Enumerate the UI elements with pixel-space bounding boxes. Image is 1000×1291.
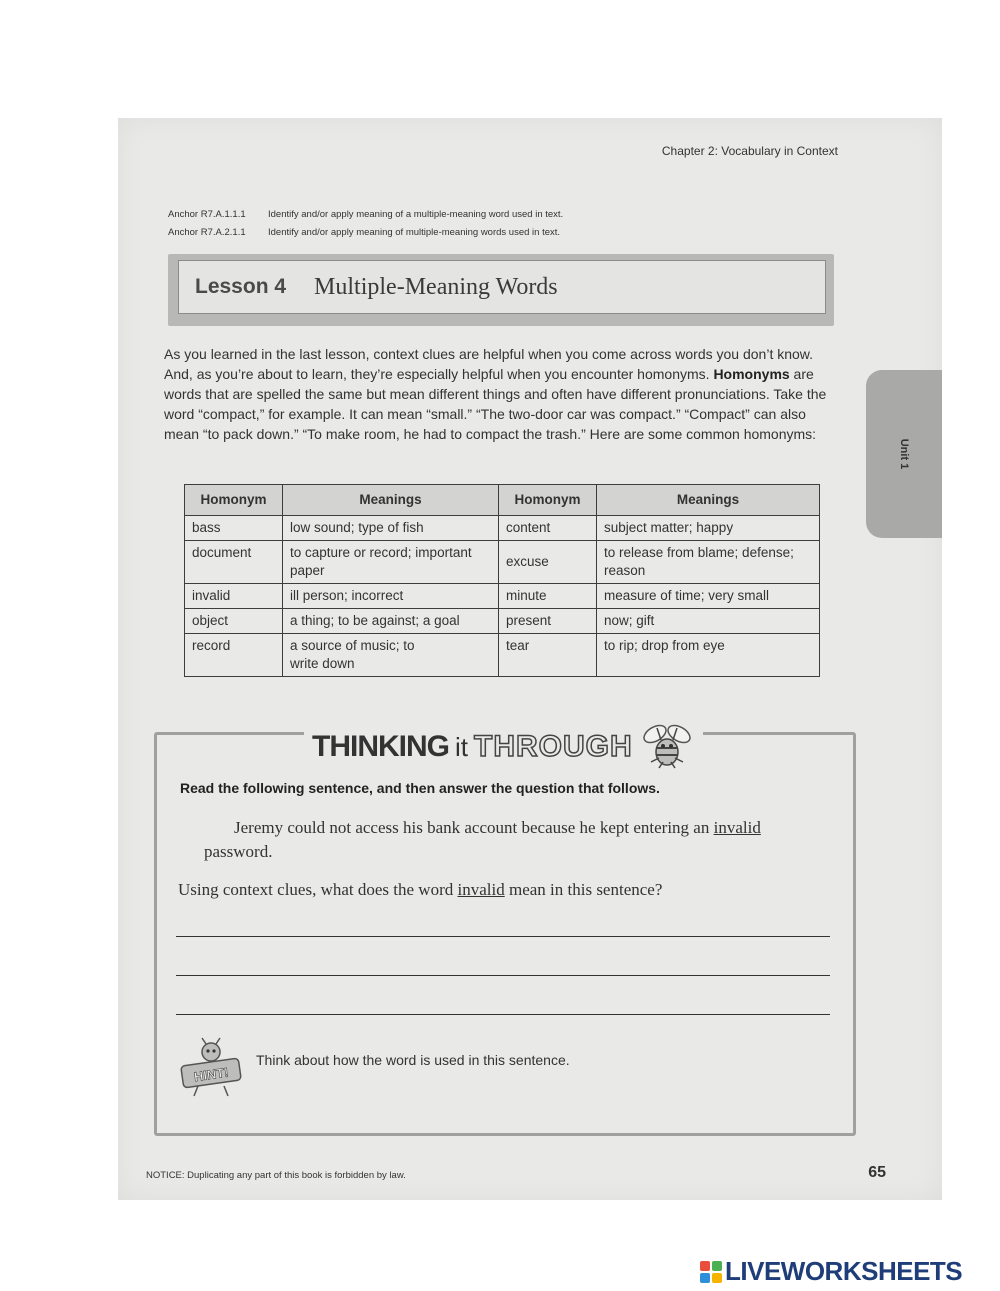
table-cell: present xyxy=(499,609,597,634)
logo-square xyxy=(712,1261,722,1271)
page-number: 65 xyxy=(868,1164,886,1181)
prompt-text-1: Using context clues, what does the word xyxy=(178,880,458,899)
table-cell: object xyxy=(185,609,283,634)
passage-text-2: password. xyxy=(204,842,273,861)
table-cell: to release from blame; defense; reason xyxy=(597,541,820,584)
passage xyxy=(204,816,804,864)
textbook-page xyxy=(118,118,942,1200)
table-cell: bass xyxy=(185,516,283,541)
intro-text-1: As you learned in the last lesson, context clues are helpful when you come across words you don’t know. And, as you’re about to learn, they’re especially helpful when you encounter homonyms. xyxy=(164,346,814,382)
table-cell: low sound; type of fish xyxy=(283,516,499,541)
table-cell: content xyxy=(499,516,597,541)
passage-text-1: Jeremy could not access his bank account because he kept entering an xyxy=(234,818,714,837)
prompt-underlined-word: invalid xyxy=(457,880,505,899)
title-it: it xyxy=(455,731,468,762)
unit-tab xyxy=(866,370,942,538)
logo-square xyxy=(712,1273,722,1283)
anchor-text: Identify and/or apply meaning of a multiple-meaning word used in text. xyxy=(268,209,564,220)
table-cell: invalid xyxy=(185,584,283,609)
anchor-code: Anchor R7.A.1.1.1 xyxy=(168,209,246,220)
lesson-banner xyxy=(168,254,834,326)
thinking-through-title xyxy=(304,722,703,772)
anchor-row xyxy=(168,224,563,242)
hint-text: Think about how the word is used in this sentence. xyxy=(256,1052,570,1068)
question-prompt xyxy=(178,880,662,900)
table-row xyxy=(185,609,820,634)
liveworksheets-logo-icon xyxy=(700,1261,722,1283)
table-cell: subject matter; happy xyxy=(597,516,820,541)
column-header: Homonym xyxy=(185,485,283,516)
homonym-table xyxy=(184,484,820,677)
lesson-number: Lesson 4 xyxy=(195,275,287,298)
table-cell: record xyxy=(185,634,283,677)
bee-icon xyxy=(639,722,695,772)
table-cell: a source of music; to write down xyxy=(283,634,499,677)
table-row xyxy=(185,516,820,541)
instruction-text: Read the following sentence, and then answer the question that follows. xyxy=(180,780,660,796)
title-through: THROUGH xyxy=(474,730,633,763)
table-cell: to capture or record; important paper xyxy=(283,541,499,584)
table-cell: a thing; to be against; a goal xyxy=(283,609,499,634)
lesson-banner-inner xyxy=(178,260,826,314)
answer-line[interactable] xyxy=(176,936,830,937)
table-row xyxy=(185,541,820,584)
table-cell: ill person; incorrect xyxy=(283,584,499,609)
table-cell: to rip; drop from eye xyxy=(597,634,820,677)
column-header: Meanings xyxy=(283,485,499,516)
table-row xyxy=(185,634,820,677)
table-cell: minute xyxy=(499,584,597,609)
table-cell: now; gift xyxy=(597,609,820,634)
table-cell: tear xyxy=(499,634,597,677)
passage-underlined-word: invalid xyxy=(713,818,761,837)
anchor-code: Anchor R7.A.2.1.1 xyxy=(168,227,246,238)
anchor-text: Identify and/or apply meaning of multiple-meaning words used in text. xyxy=(268,227,561,238)
watermark-text: LIVEWORKSHEETS xyxy=(725,1256,963,1286)
title-thinking: THINKING xyxy=(312,730,449,763)
anchor-standards xyxy=(168,206,563,242)
hint-label: HINT! xyxy=(192,1064,230,1085)
liveworksheets-watermark xyxy=(700,1256,962,1287)
anchor-row xyxy=(168,206,563,224)
intro-paragraph xyxy=(164,344,840,444)
column-header: Homonym xyxy=(499,485,597,516)
chapter-header: Chapter 2: Vocabulary in Context xyxy=(661,144,838,158)
hint-icon xyxy=(176,1036,246,1100)
copyright-notice: NOTICE: Duplicating any part of this book is forbidden by law. xyxy=(146,1170,406,1181)
intro-text-2: are words that are spelled the same but mean different things and often have different pronunciations. Take the word “compact,” for example. It can mean “small.” “The two-door car was compact.” “Compact” can also mean “to pack down.” “To make room, he had to compact the trash.” Here are some common homonyms: xyxy=(164,366,827,442)
logo-square xyxy=(700,1273,710,1283)
table-header-row xyxy=(185,485,820,516)
column-header: Meanings xyxy=(597,485,820,516)
table-cell: measure of time; very small xyxy=(597,584,820,609)
answer-line[interactable] xyxy=(176,1014,830,1015)
table-cell: excuse xyxy=(499,541,597,584)
answer-line[interactable] xyxy=(176,975,830,976)
table-row xyxy=(185,584,820,609)
intro-term: Homonyms xyxy=(713,366,790,382)
logo-square xyxy=(700,1261,710,1271)
table-cell: document xyxy=(185,541,283,584)
lesson-title: Multiple-Meaning Words xyxy=(314,273,558,300)
prompt-text-2: mean in this sentence? xyxy=(504,880,663,899)
unit-tab-label: Unit 1 xyxy=(898,438,910,470)
